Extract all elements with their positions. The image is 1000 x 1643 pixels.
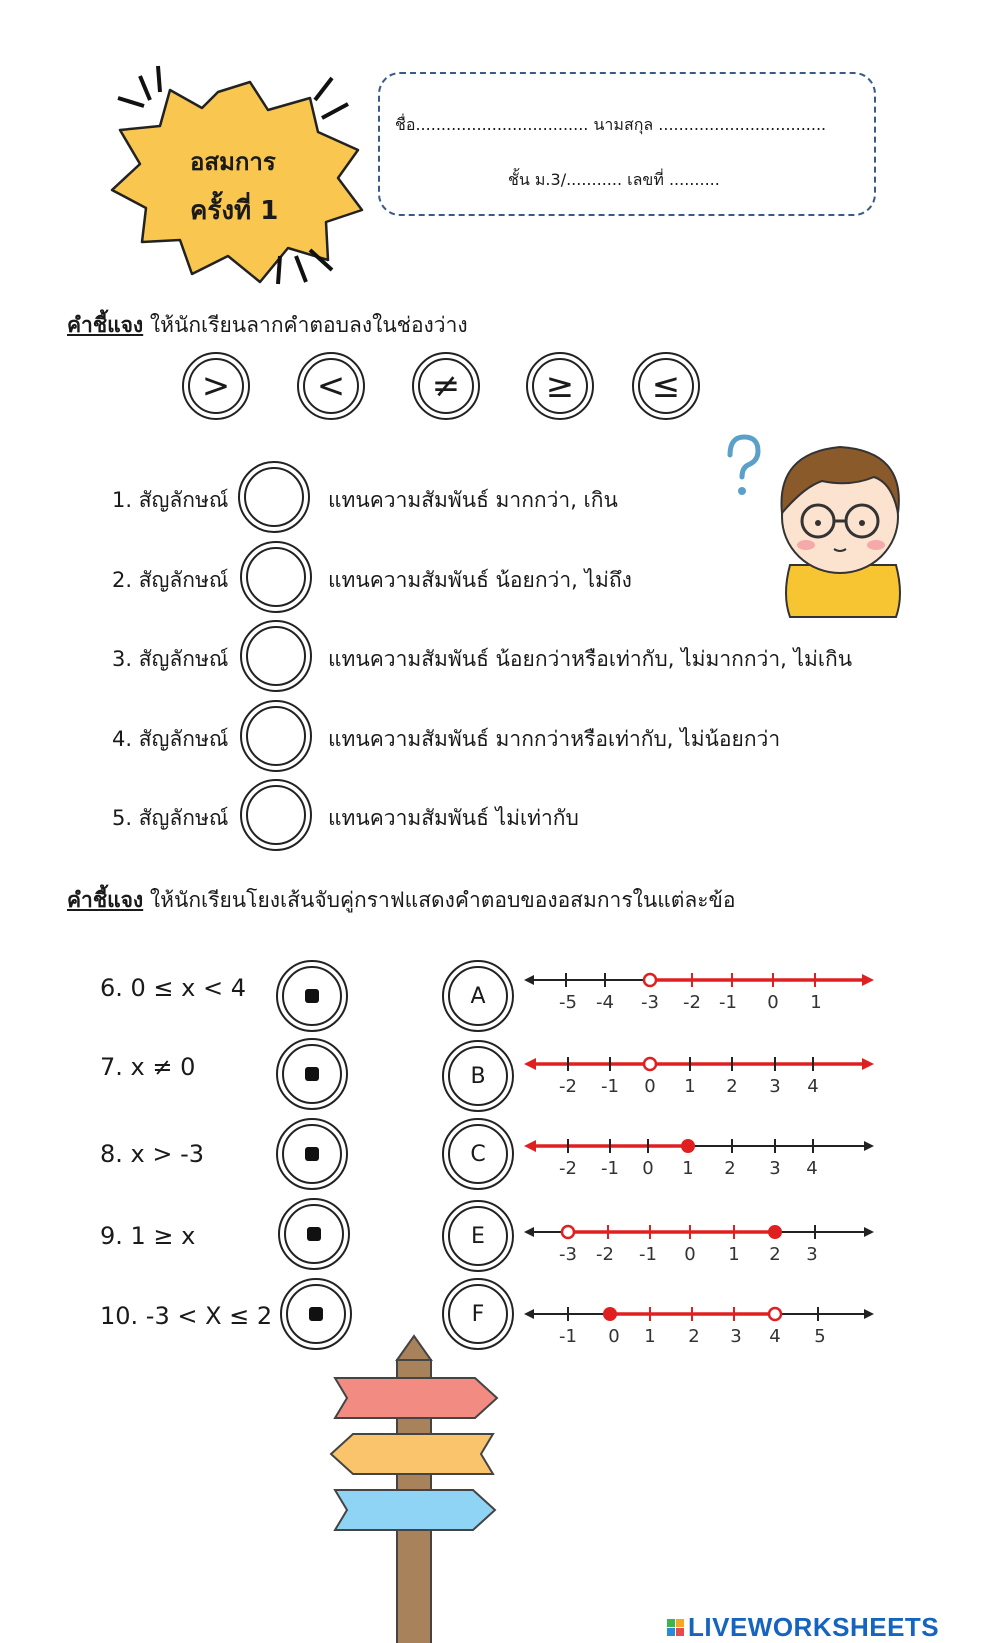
tick-label: 0 — [642, 1158, 654, 1179]
tick-label: -3 — [641, 992, 659, 1013]
right-arrow-icon — [864, 1309, 874, 1319]
option-c-letter: C — [470, 1141, 486, 1167]
number-line-a — [520, 962, 880, 1018]
question-9: 9. 1 ≥ x — [100, 1222, 196, 1250]
option-a-letter: A — [470, 983, 486, 1009]
number-line-e — [520, 1214, 880, 1270]
open-point — [562, 1226, 574, 1238]
question-6: 6. 0 ≤ x < 4 — [100, 974, 247, 1002]
open-point — [644, 974, 656, 986]
tick-label: -2 — [683, 992, 701, 1013]
match-dot-icon — [307, 1227, 321, 1241]
tick-label: -5 — [559, 992, 577, 1013]
tick-label: 3 — [806, 1244, 818, 1265]
item-1-description: แทนความสัมพันธ์ มากกว่า, เกิน — [328, 488, 618, 512]
item-3-description: แทนความสัมพันธ์ น้อยกว่าหรือเท่ากับ, ไม่มากกว่า, ไม่เกิน — [328, 647, 853, 671]
signpost-illustration — [325, 1330, 505, 1643]
option-b-letter: B — [470, 1063, 486, 1089]
number-line-f — [520, 1296, 880, 1352]
question-9-match-handle[interactable] — [278, 1198, 350, 1270]
symbol-less-equal[interactable] — [632, 352, 700, 420]
tick-label: 3 — [769, 1076, 781, 1097]
number-line-c — [520, 1128, 880, 1184]
left-arrow-icon — [524, 1140, 536, 1152]
right-arrow-icon — [864, 1227, 874, 1237]
instruction-1-label: คำชี้แจง — [67, 313, 144, 337]
tick-label: 2 — [726, 1076, 738, 1097]
tick-label: -2 — [596, 1244, 614, 1265]
option-e-letter: E — [471, 1223, 485, 1249]
symbol-not-equal[interactable] — [412, 352, 480, 420]
tick-label: -4 — [596, 992, 614, 1013]
tick-label: -2 — [559, 1158, 577, 1179]
tick-label: 3 — [769, 1158, 781, 1179]
student-info-box — [378, 72, 876, 216]
item-3-drop-zone[interactable] — [240, 620, 312, 692]
option-c-match-handle[interactable] — [442, 1118, 514, 1190]
right-arrow-icon — [862, 1058, 874, 1070]
tick-label: 1 — [728, 1244, 740, 1265]
tick-label: 1 — [644, 1326, 656, 1347]
liveworksheets-icon — [667, 1619, 684, 1636]
name-field-line[interactable]: ชื่อ.................................. นามสกุล ................................. — [395, 115, 827, 134]
option-f-letter: F — [471, 1301, 485, 1327]
tick-label: -1 — [601, 1158, 619, 1179]
tick-label: 5 — [814, 1326, 826, 1347]
tick-label: 0 — [608, 1326, 620, 1347]
tick-label: 0 — [684, 1244, 696, 1265]
left-arrow-icon — [524, 1058, 536, 1070]
closed-point — [768, 1225, 782, 1239]
symbol-greater-than-text: > — [201, 366, 231, 406]
tick-label: 0 — [644, 1076, 656, 1097]
tick-label: -1 — [559, 1326, 577, 1347]
tick-label: 0 — [767, 992, 779, 1013]
tick-label: 1 — [682, 1158, 694, 1179]
number-line-b — [520, 1046, 880, 1102]
left-arrow-icon — [524, 975, 534, 985]
symbol-less-than[interactable] — [297, 352, 365, 420]
option-e-match-handle[interactable] — [442, 1200, 514, 1272]
question-10: 10. -3 < X ≤ 2 — [100, 1302, 273, 1330]
right-arrow-icon — [864, 1141, 874, 1151]
open-point — [644, 1058, 656, 1070]
match-dot-icon — [305, 1067, 319, 1081]
tick-label: -2 — [559, 1076, 577, 1097]
instruction-2-text: ให้นักเรียนโยงเส้นจับคู่กราฟแสดงคำตอบของอสมการในแต่ละข้อ — [149, 888, 736, 912]
symbol-greater-equal[interactable] — [526, 352, 594, 420]
tick-label: -3 — [559, 1244, 577, 1265]
tick-label: -1 — [639, 1244, 657, 1265]
liveworksheets-brand-text: LIVEWORKSHEETS — [688, 1612, 940, 1642]
symbol-greater-than[interactable] — [182, 352, 250, 420]
thinking-boy-illustration — [710, 425, 910, 620]
option-a-match-handle[interactable] — [442, 960, 514, 1032]
item-5-drop-zone[interactable] — [240, 779, 312, 851]
closed-point — [681, 1139, 695, 1153]
left-arrow-icon — [524, 1309, 534, 1319]
instruction-2 — [67, 884, 736, 917]
item-3-number: 3. สัญลักษณ์ — [112, 647, 229, 671]
badge-title-line2: ครั้งที่ 1 — [190, 196, 279, 226]
match-dot-icon — [305, 1147, 319, 1161]
item-1-drop-zone[interactable] — [238, 461, 310, 533]
match-dot-icon — [309, 1307, 323, 1321]
item-4-number: 4. สัญลักษณ์ — [112, 727, 229, 751]
tick-label: 3 — [730, 1326, 742, 1347]
item-5-number: 5. สัญลักษณ์ — [112, 806, 229, 830]
tick-label: -1 — [601, 1076, 619, 1097]
right-arrow-icon — [862, 974, 874, 986]
question-7: 7. x ≠ 0 — [100, 1053, 196, 1081]
tick-label: 4 — [769, 1326, 781, 1347]
question-8-match-handle[interactable] — [276, 1118, 348, 1190]
match-dot-icon — [305, 989, 319, 1003]
tick-label: -1 — [719, 992, 737, 1013]
item-5-description: แทนความสัมพันธ์ ไม่เท่ากับ — [328, 806, 579, 830]
item-2-description: แทนความสัมพันธ์ น้อยกว่า, ไม่ถึง — [328, 568, 632, 592]
item-4-drop-zone[interactable] — [240, 700, 312, 772]
item-4-description: แทนความสัมพันธ์ มากกว่าหรือเท่ากับ, ไม่น้อยกว่า — [328, 727, 781, 751]
instruction-2-label: คำชี้แจง — [67, 888, 144, 912]
option-b-match-handle[interactable] — [442, 1040, 514, 1112]
tick-label: 4 — [807, 1076, 819, 1097]
item-1-number: 1. สัญลักษณ์ — [112, 488, 229, 512]
tick-label: 2 — [769, 1244, 781, 1265]
closed-point — [603, 1307, 617, 1321]
tick-label: 1 — [684, 1076, 696, 1097]
question-8: 8. x > -3 — [100, 1140, 205, 1168]
question-6-match-handle[interactable] — [276, 960, 348, 1032]
open-point — [769, 1308, 781, 1320]
tick-label: 2 — [688, 1326, 700, 1347]
class-field-line[interactable]: ชั้น ม.3/........... เลขที่ .......... — [508, 170, 720, 189]
item-2-drop-zone[interactable] — [240, 541, 312, 613]
symbol-less-equal-text: ≤ — [651, 366, 681, 406]
item-2-number: 2. สัญลักษณ์ — [112, 568, 229, 592]
left-arrow-icon — [524, 1227, 534, 1237]
tick-label: 1 — [810, 992, 822, 1013]
tick-label: 2 — [724, 1158, 736, 1179]
symbol-less-than-text: < — [316, 366, 346, 406]
liveworksheets-logo — [667, 1612, 939, 1643]
tick-label: 4 — [806, 1158, 818, 1179]
question-7-match-handle[interactable] — [276, 1038, 348, 1110]
symbol-not-equal-text: ≠ — [431, 366, 461, 406]
symbol-greater-equal-text: ≥ — [545, 366, 575, 406]
instruction-1 — [67, 309, 468, 342]
badge-title-line1: อสมการ — [190, 148, 276, 176]
instruction-1-text: ให้นักเรียนลากคำตอบลงในช่องว่าง — [149, 313, 468, 337]
